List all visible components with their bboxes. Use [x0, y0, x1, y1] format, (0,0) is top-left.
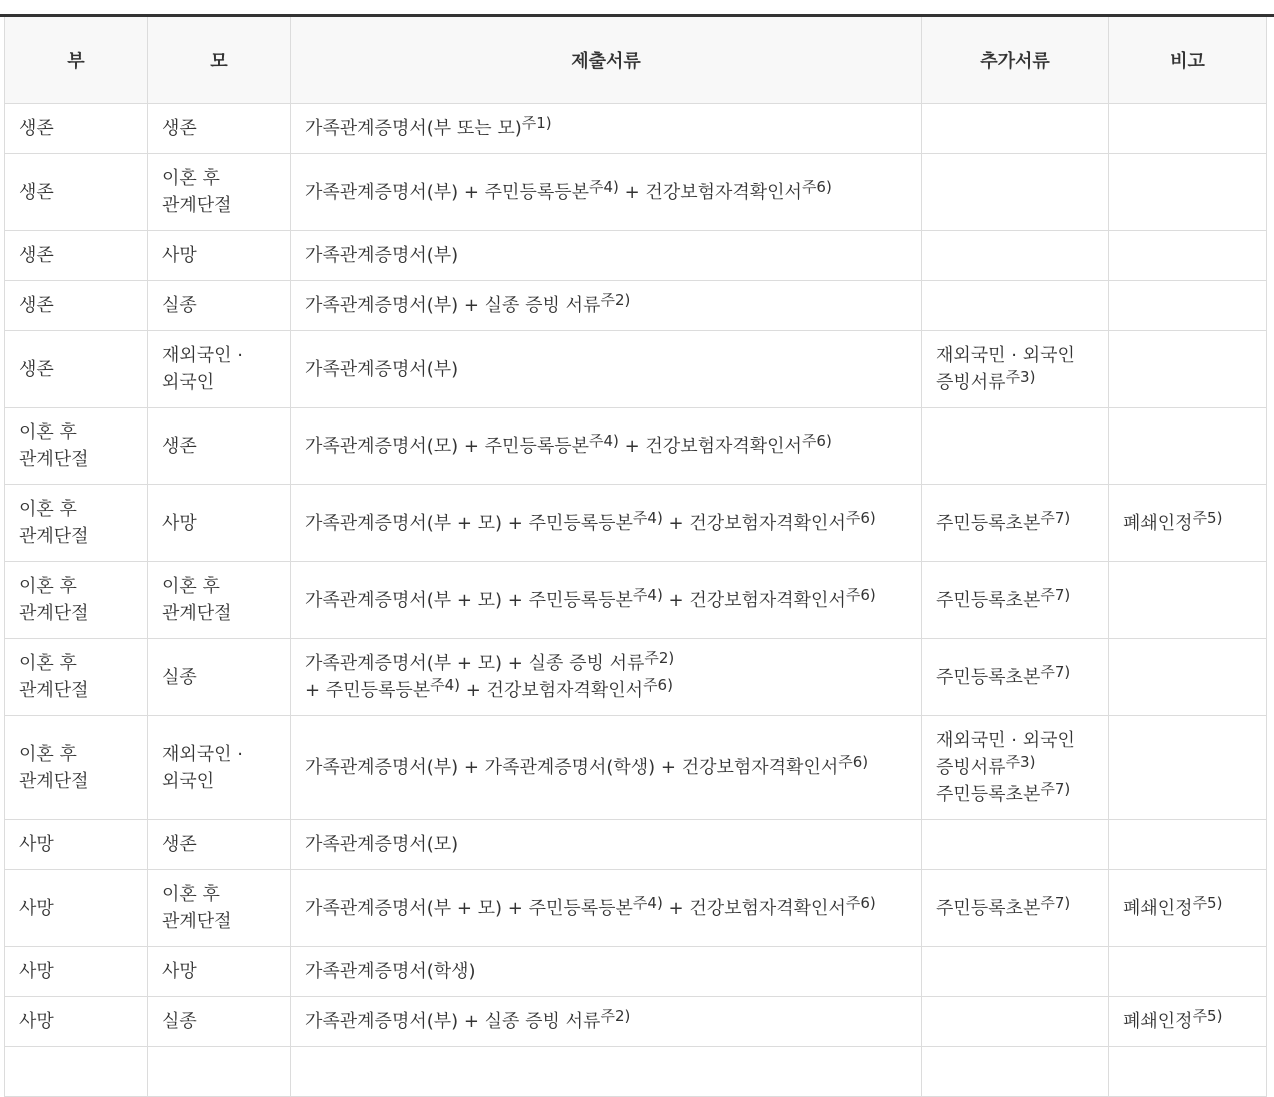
header-submit-docs: 제출서류 [291, 17, 922, 104]
mother-status-line: 재외국인 · [162, 743, 243, 765]
father-status-line: 사망 [19, 1011, 54, 1032]
additional-docs-line [936, 369, 1094, 396]
mother-status-line: 실종 [162, 1011, 197, 1032]
father-status-line: 사망 [19, 897, 54, 919]
additional-docs-line [936, 664, 1094, 691]
footnote-marker: 주5) [1192, 893, 1223, 912]
table-header-row [5, 17, 1267, 104]
cell-submit-docs [291, 485, 922, 562]
footnote-marker: 주4) [632, 585, 663, 604]
cell-mother [148, 562, 291, 639]
remarks-line [1123, 510, 1252, 537]
submit-docs-line [305, 115, 907, 142]
cell-mother [148, 997, 291, 1047]
submit-docs-text: + 건강보험자격확인서 [662, 897, 846, 919]
cell-remarks [1109, 639, 1267, 716]
cell-father [5, 820, 148, 870]
cell-mother [148, 639, 291, 716]
cell-remarks [1109, 408, 1267, 485]
submit-docs-text: 가족관계증명서(부 + 모) + 주민등록등본 [305, 512, 633, 534]
cell-submit-docs [291, 408, 922, 485]
additional-docs-text: 주민등록초본 [936, 512, 1041, 534]
submit-docs-line [305, 831, 907, 858]
cell-additional-docs [922, 870, 1109, 947]
mother-status-line: 이혼 후 [162, 884, 220, 905]
submit-docs-text: + 건강보험자격확인서 [460, 680, 644, 701]
submit-docs-text: 가족관계증명서(모) [305, 834, 459, 855]
submit-docs-line [305, 1008, 907, 1035]
mother-status-line: 외국인 [162, 372, 215, 393]
father-status-line: 관계단절 [19, 770, 89, 792]
document-requirements-table [4, 17, 1267, 1097]
cell-remarks [1109, 562, 1267, 639]
cell-additional-docs [922, 997, 1109, 1047]
cell-father [5, 281, 148, 331]
table-row [5, 231, 1267, 281]
cell-mother [148, 104, 291, 154]
submit-docs-text: 가족관계증명서(부) [305, 245, 459, 266]
submit-docs-line [305, 754, 907, 781]
mother-status-line: 생존 [162, 118, 197, 139]
cell-father [5, 716, 148, 820]
cell-mother [148, 408, 291, 485]
cell-father [5, 562, 148, 639]
footnote-marker: 주4) [430, 676, 461, 694]
father-status-line: 관계단절 [19, 526, 89, 547]
submit-docs-line [305, 292, 907, 319]
cell-father [5, 485, 148, 562]
table-row [5, 408, 1267, 485]
mother-status-line: 외국인 [162, 770, 215, 792]
footnote-marker: 주7) [1040, 585, 1071, 604]
cell-mother [148, 231, 291, 281]
cell-remarks [1109, 820, 1267, 870]
cell-additional-docs [922, 104, 1109, 154]
submit-docs-text: 가족관계증명서(부 + 모) + 주민등록등본 [305, 589, 633, 611]
mother-status-line: 사망 [162, 512, 197, 534]
cell-remarks [1109, 104, 1267, 154]
footnote-marker: 주4) [632, 893, 663, 912]
table-row [5, 716, 1267, 820]
additional-docs-text: 재외국민 · 외국인 [936, 730, 1075, 751]
cell-additional-docs [922, 716, 1109, 820]
footnote-marker: 주7) [1040, 893, 1071, 912]
additional-docs-line [936, 895, 1094, 922]
submit-docs-text: 가족관계증명서(부) + 실종 증빙 서류 [305, 1011, 601, 1032]
submit-docs-text: + 건강보험자격확인서 [662, 589, 846, 611]
footnote-marker: 주3) [1005, 753, 1036, 771]
submit-docs-line [305, 433, 907, 460]
submit-docs-line [305, 895, 907, 922]
header-father: 부 [5, 17, 148, 104]
cell-remarks [1109, 870, 1267, 947]
submit-docs-text: 가족관계증명서(부) + 실종 증빙 서류 [305, 295, 601, 316]
submit-docs-line [305, 179, 907, 206]
submit-docs-text: 가족관계증명서(부) [305, 358, 459, 380]
remarks-text: 폐쇄인정 [1123, 897, 1193, 919]
table-row [5, 331, 1267, 408]
cell-mother [148, 870, 291, 947]
submit-docs-line [305, 356, 907, 383]
additional-docs-text: 주민등록초본 [936, 589, 1041, 611]
table-row [5, 281, 1267, 331]
remarks-line [1123, 1008, 1252, 1035]
submit-docs-text: 가족관계증명서(부 또는 모) [305, 118, 522, 139]
mother-status-line: 관계단절 [162, 195, 232, 216]
cell-father [5, 231, 148, 281]
father-status-line: 관계단절 [19, 449, 89, 470]
cell-additional-docs [922, 562, 1109, 639]
additional-docs-text: 증빙서류 [936, 372, 1006, 393]
cell-mother [148, 1047, 291, 1097]
cell-submit-docs [291, 562, 922, 639]
footnote-marker: 주6) [838, 753, 869, 771]
father-status-line: 사망 [19, 961, 54, 982]
cell-mother [148, 947, 291, 997]
footnote-marker: 주6) [845, 585, 876, 604]
cell-submit-docs [291, 870, 922, 947]
submit-docs-text: 가족관계증명서(부 + 모) + 주민등록등본 [305, 897, 633, 919]
submit-docs-text: 가족관계증명서(모) + 주민등록등본 [305, 435, 590, 457]
father-status-line: 관계단절 [19, 680, 89, 701]
submit-docs-text: + 건강보험자격확인서 [662, 512, 846, 534]
cell-additional-docs [922, 331, 1109, 408]
father-status-line: 이혼 후 [19, 653, 77, 674]
cell-additional-docs [922, 281, 1109, 331]
cell-additional-docs [922, 154, 1109, 231]
footnote-marker: 주3) [1005, 368, 1036, 386]
cell-additional-docs [922, 408, 1109, 485]
cell-submit-docs [291, 716, 922, 820]
mother-status-line: 관계단절 [162, 603, 232, 624]
cell-additional-docs [922, 485, 1109, 562]
submit-docs-line [305, 242, 907, 269]
father-status-line: 생존 [19, 295, 54, 316]
mother-status-line: 이혼 후 [162, 576, 220, 597]
mother-status-line: 관계단절 [162, 911, 232, 932]
father-status-line: 관계단절 [19, 603, 89, 624]
table-row [5, 485, 1267, 562]
additional-docs-line [936, 781, 1094, 808]
footnote-marker: 주4) [632, 508, 663, 527]
cell-submit-docs [291, 154, 922, 231]
mother-status-line: 실종 [162, 666, 197, 688]
footnote-marker: 주5) [1192, 508, 1223, 527]
table-row [5, 639, 1267, 716]
table-row [5, 1047, 1267, 1097]
cell-remarks [1109, 154, 1267, 231]
header-remarks: 비고 [1109, 17, 1267, 104]
father-status-line: 이혼 후 [19, 743, 77, 765]
father-status-line: 생존 [19, 181, 54, 203]
cell-father [5, 639, 148, 716]
additional-docs-text: 재외국민 · 외국인 [936, 345, 1075, 366]
table-row [5, 870, 1267, 947]
additional-docs-text: 증빙서류 [936, 757, 1006, 778]
cell-mother [148, 820, 291, 870]
submit-docs-line [305, 650, 907, 677]
header-additional-docs: 추가서류 [922, 17, 1109, 104]
cell-submit-docs [291, 639, 922, 716]
table-body [5, 104, 1267, 1097]
cell-father [5, 870, 148, 947]
footnote-marker: 주6) [845, 893, 876, 912]
remarks-text: 폐쇄인정 [1123, 512, 1193, 534]
cell-submit-docs [291, 947, 922, 997]
header-mother: 모 [148, 17, 291, 104]
cell-submit-docs [291, 820, 922, 870]
mother-status-line: 생존 [162, 834, 197, 855]
cell-mother [148, 281, 291, 331]
table-row [5, 820, 1267, 870]
footnote-marker: 주2) [644, 649, 675, 667]
mother-status-line: 이혼 후 [162, 168, 220, 189]
submit-docs-text: 가족관계증명서(부) + 주민등록등본 [305, 181, 590, 203]
remarks-line [1123, 895, 1252, 922]
father-status-line: 생존 [19, 118, 54, 139]
mother-status-line: 사망 [162, 961, 197, 982]
additional-docs-line [936, 342, 1094, 369]
remarks-text: 폐쇄인정 [1123, 1011, 1193, 1032]
cell-additional-docs [922, 231, 1109, 281]
submit-docs-text: + 건강보험자격확인서 [618, 435, 802, 457]
cell-additional-docs [922, 639, 1109, 716]
footnote-marker: 주7) [1040, 508, 1071, 527]
submit-docs-line [305, 958, 907, 985]
additional-docs-line [936, 754, 1094, 781]
table-row [5, 154, 1267, 231]
submit-docs-text: + 주민등록등본 [305, 680, 431, 701]
footnote-marker: 주6) [801, 177, 832, 196]
cell-remarks [1109, 331, 1267, 408]
cell-submit-docs [291, 231, 922, 281]
cell-father [5, 997, 148, 1047]
cell-remarks [1109, 485, 1267, 562]
mother-status-line: 실종 [162, 295, 197, 316]
cell-father [5, 331, 148, 408]
footnote-marker: 주7) [1040, 780, 1071, 798]
table-row [5, 562, 1267, 639]
footnote-marker: 주6) [643, 676, 673, 694]
father-status-line: 생존 [19, 358, 54, 380]
cell-additional-docs [922, 820, 1109, 870]
additional-docs-text: 주민등록초본 [936, 897, 1041, 919]
submit-docs-text: + 건강보험자격확인서 [618, 181, 802, 203]
cell-remarks [1109, 997, 1267, 1047]
footnote-marker: 주4) [589, 177, 619, 196]
table-row [5, 947, 1267, 997]
cell-mother [148, 331, 291, 408]
cell-submit-docs [291, 281, 922, 331]
submit-docs-text: 가족관계증명서(부) + 가족관계증명서(학생) + 건강보험자격확인서 [305, 757, 839, 778]
footnote-marker: 주2) [600, 1007, 631, 1025]
footnote-marker: 주2) [600, 291, 631, 309]
additional-docs-text: 주민등록초본 [936, 666, 1041, 688]
cell-additional-docs [922, 947, 1109, 997]
submit-docs-line [305, 587, 907, 614]
cell-remarks [1109, 281, 1267, 331]
cell-mother [148, 716, 291, 820]
cell-remarks [1109, 1047, 1267, 1097]
cell-submit-docs [291, 997, 922, 1047]
cell-additional-docs [922, 1047, 1109, 1097]
additional-docs-text: 주민등록초본 [936, 784, 1041, 805]
cell-father [5, 947, 148, 997]
cell-submit-docs [291, 104, 922, 154]
footnote-marker: 주5) [1192, 1007, 1223, 1025]
mother-status-line: 생존 [162, 435, 197, 457]
submit-docs-line [305, 510, 907, 537]
cell-mother [148, 485, 291, 562]
cell-submit-docs [291, 1047, 922, 1097]
cell-father [5, 104, 148, 154]
footnote-marker: 주6) [801, 431, 832, 450]
mother-status-line: 사망 [162, 245, 197, 266]
cell-father [5, 1047, 148, 1097]
father-status-line: 이혼 후 [19, 499, 77, 520]
footnote-marker: 주6) [845, 508, 876, 527]
cell-submit-docs [291, 331, 922, 408]
submit-docs-line [305, 677, 907, 704]
additional-docs-line [936, 587, 1094, 614]
father-status-line: 생존 [19, 245, 54, 266]
cell-mother [148, 154, 291, 231]
table-row [5, 997, 1267, 1047]
cell-remarks [1109, 231, 1267, 281]
footnote-marker: 주7) [1040, 662, 1071, 681]
father-status-line: 이혼 후 [19, 422, 77, 443]
table-row [5, 104, 1267, 154]
father-status-line: 이혼 후 [19, 576, 77, 597]
submit-docs-text: 가족관계증명서(학생) [305, 961, 476, 982]
father-status-line: 사망 [19, 834, 54, 855]
mother-status-line: 재외국인 · [162, 345, 243, 366]
additional-docs-line [936, 510, 1094, 537]
submit-docs-text: 가족관계증명서(부 + 모) + 실종 증빙 서류 [305, 653, 645, 674]
footnote-marker: 주4) [589, 431, 619, 450]
cell-father [5, 408, 148, 485]
cell-remarks [1109, 947, 1267, 997]
cell-remarks [1109, 716, 1267, 820]
additional-docs-line [936, 727, 1094, 754]
cell-father [5, 154, 148, 231]
footnote-marker: 주1) [521, 114, 552, 132]
